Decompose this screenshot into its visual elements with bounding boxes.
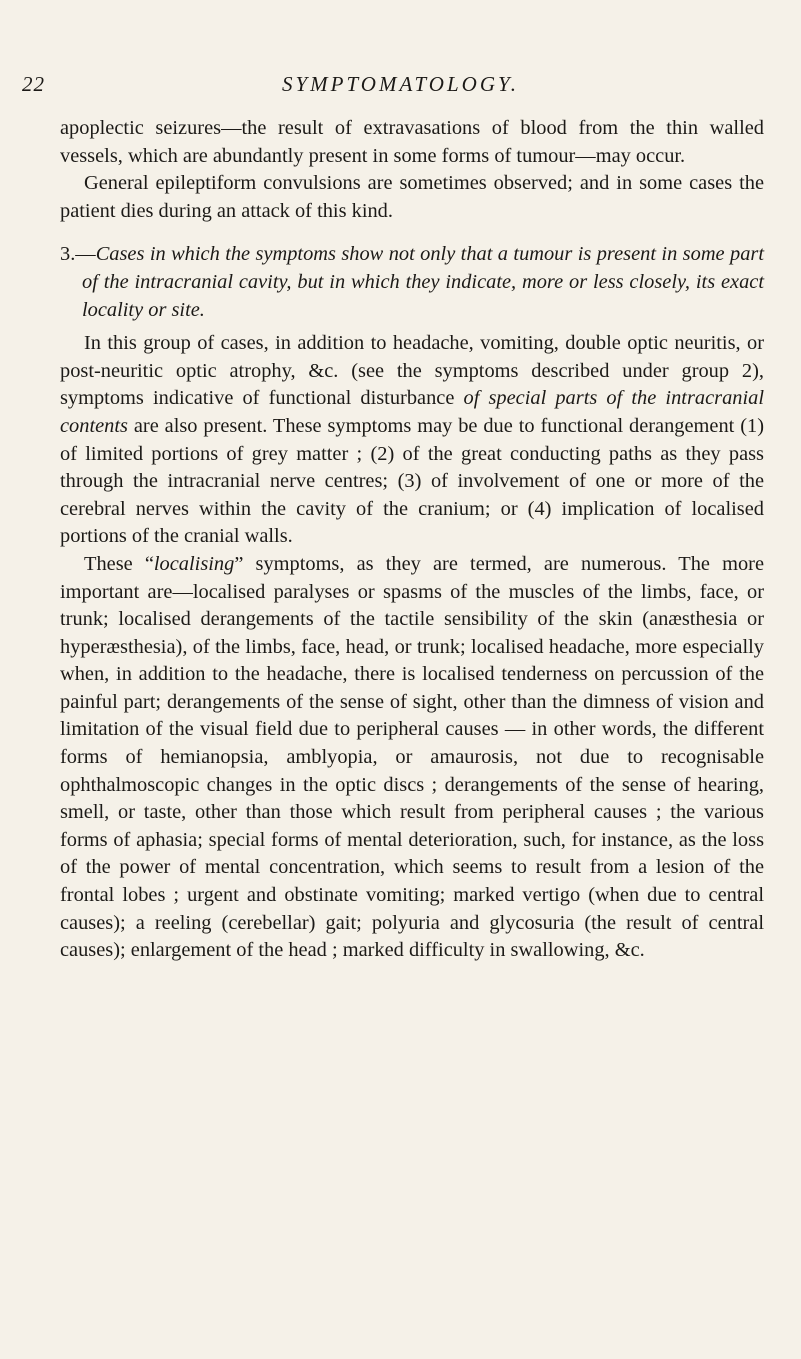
paragraph-text: ” symptoms, as they are termed, are numerous. The more important are—localised paralyses or spasms of the muscles of the limbs, face, or trunk; localised derangements of the tactile sensibility of the skin (anæsthesia or hyperæsthesia), of the limbs, face, head, or trunk; localised headache, more especially when, in addition to the headache, there is localised tenderness on percussion of the painful part; derangements of the sense of sight, other than the dimness of vision and limitation of the visual field due to peripheral causes — in other words, the different forms of hemianopsia, amblyopia, or amaurosis, not due to recognisable ophthalmoscopic changes in the optic discs ; derangements of the sense of hearing, smell, or taste, other than those which result from peripheral causes ; the various forms of aphasia; special forms of mental deterioration, such, for instance, as the loss of the power of mental concentration, which seems to result from a lesion of the frontal lobes ; urgent and obstinate vomiting; marked vertigo (when due to central causes); a reeling (cerebellar) gait; polyuria and glycosuria (the result of central causes); enlargement of the head ; marked difficulty in swallowing, &c. — [60, 552, 764, 962]
section-heading-3 — [60, 241, 764, 324]
paragraph-text: In this group of cases, in addition to headache, vomiting, double optic neuritis, or post-neuritic optic atrophy, &c. (see the symptoms described under group 2), symptoms indicative of functional disturbance — [60, 332, 764, 410]
paragraph-emphasis: localising — [153, 552, 235, 575]
page-number: 22 — [22, 72, 45, 96]
paragraph-text: are also present. These symptoms may be due to functional derangement (1) of limited portions of grey matter ; (2) of the great conducting paths as they pass through the intracranial nerve centres; (3) of involvement of one or more of the cerebral nerves within the cavity of the cranium; or (4) implication of localised portions of the cranial walls. — [60, 414, 764, 548]
section-number: 3.— — [60, 243, 96, 266]
paragraph-group-of-cases — [60, 330, 764, 551]
paragraph-emphasis: of special parts of the intracranial contents — [60, 387, 764, 437]
paragraph-convulsions — [60, 170, 764, 225]
running-head: SYMPTOMATOLOGY. — [282, 72, 519, 96]
paragraph-text: apoplectic seizures—the result of extravasations of blood from the thin walled vessels, which are abundantly present in some forms of tumour—may occur. — [60, 117, 764, 167]
body-text — [60, 115, 764, 965]
section-title: Cases in which the symptoms show not only that a tumour is present in some part of the intracranial cavity, but in which they indicate, more or less closely, its exact locality or site. — [82, 243, 764, 321]
paragraph-text: These “ — [84, 552, 154, 575]
page-header — [0, 72, 801, 102]
paragraph-continuation — [60, 115, 764, 170]
paragraph-localising-symptoms — [60, 551, 764, 965]
paragraph-text: General epileptiform convulsions are sometimes observed; and in some cases the patient dies during an attack of this kind. — [60, 172, 764, 222]
